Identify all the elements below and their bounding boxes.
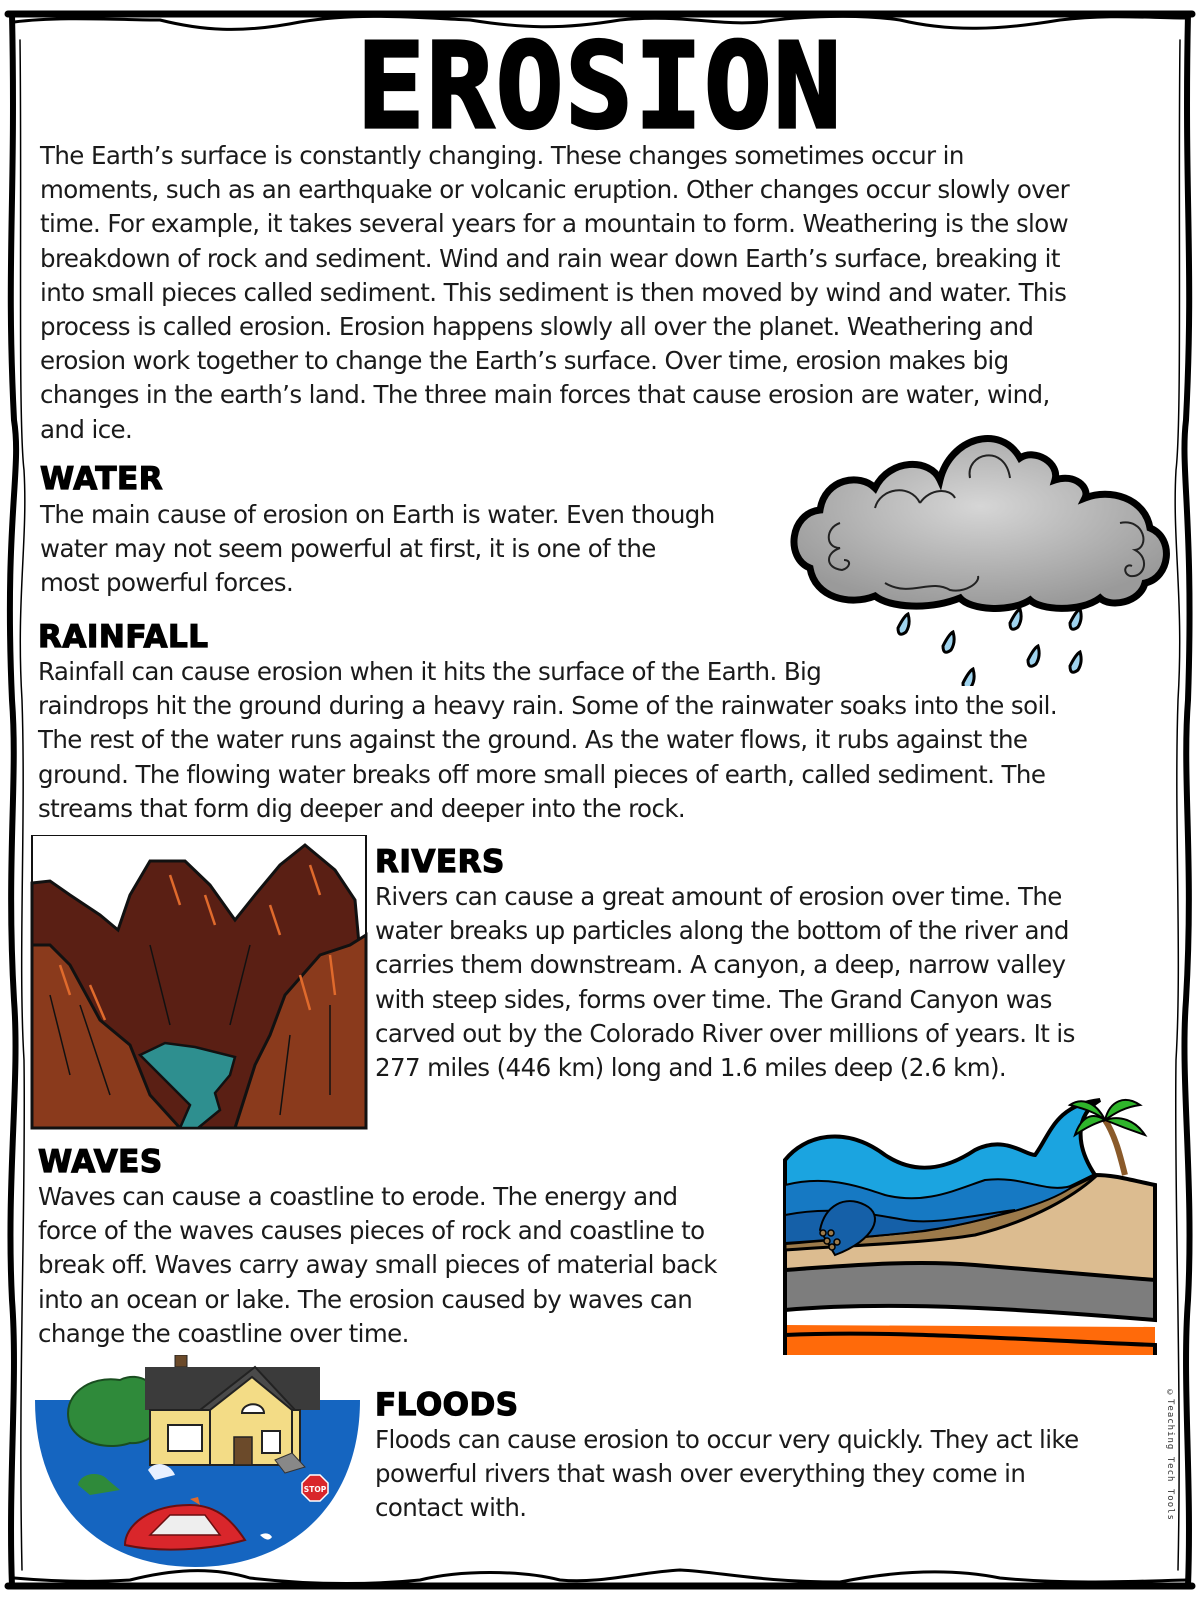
rivers-line: with steep sides, forms over time. The Grand Canyon was (375, 984, 1052, 1014)
floods-line: Floods can cause erosion to occur very quickly. They act like (375, 1425, 1079, 1454)
coastal-wave-layers-illustration (775, 1095, 1165, 1355)
rainfall-line: raindrops hit the ground during a heavy rain. Some of the rainwater soaks into the soil. (38, 691, 1058, 721)
rivers-heading: RIVERS (375, 844, 505, 880)
waves-line: break off. Waves carry away small pieces of material back (38, 1250, 717, 1280)
intro-line: changes in the earth’s land. The three main forces that cause erosion are water, wind, (40, 380, 1050, 410)
rivers-line: Rivers can cause a great amount of erosion over time. The (375, 882, 1062, 911)
waves-line: change the coastline over time. (38, 1318, 409, 1348)
waves-heading: WAVES (38, 1144, 163, 1180)
rivers-line: 277 miles (446 km) long and 1.6 miles deep (2.6 km). (375, 1053, 1007, 1083)
floods-line: powerful rivers that wash over everything they come in (375, 1459, 1026, 1489)
rain-cloud-illustration (780, 418, 1175, 686)
intro-line: breakdown of rock and sediment. Wind and rain wear down Earth’s surface, breaking it (40, 243, 1060, 273)
intro-line: into small pieces called sediment. This sediment is then moved by wind and water. This (40, 277, 1067, 307)
water-line: water may not seem powerful at first, it is one of the (40, 534, 656, 564)
water-paragraph (40, 498, 780, 601)
intro-line: erosion work together to change the Earth’s surface. Over time, erosion makes big (40, 346, 1009, 376)
water-heading: WATER (40, 461, 164, 497)
intro-line: and ice. (40, 414, 133, 444)
floods-heading: FLOODS (375, 1387, 519, 1423)
intro-paragraph (40, 139, 1160, 447)
intro-line: process is called erosion. Erosion happens slowly all over the planet. Weathering and (40, 312, 1034, 342)
waves-paragraph (38, 1180, 778, 1351)
stop-sign-text: STOP (303, 1485, 327, 1494)
rivers-paragraph (375, 880, 1155, 1085)
rainfall-line: The rest of the water runs against the ground. As the water flows, it rubs against the (38, 725, 1028, 755)
intro-line: time. For example, it takes several years for a mountain to form. Weathering is the slow (40, 209, 1069, 239)
water-line: most powerful forces. (40, 568, 294, 598)
floods-paragraph (375, 1423, 1135, 1526)
intro-line: moments, such as an earthquake or volcanic eruption. Other changes occur slowly over (40, 175, 1070, 205)
waves-line: force of the waves causes pieces of rock and coastline to (38, 1216, 705, 1246)
canyon-river-illustration (30, 835, 368, 1130)
page-title: EROSION (356, 18, 843, 156)
waves-line: into an ocean or lake. The erosion caused by waves can (38, 1284, 693, 1314)
rivers-line: water breaks up particles along the bottom of the river and (375, 916, 1069, 946)
rivers-line: carries them downstream. A canyon, a deep, narrow valley (375, 950, 1066, 980)
water-line: The main cause of erosion on Earth is water. Even though (40, 500, 715, 529)
rainfall-heading: RAINFALL (38, 619, 209, 655)
rainfall-paragraph (38, 655, 1158, 826)
intro-line: The Earth’s surface is constantly changing. These changes sometimes occur in (40, 141, 964, 170)
rainfall-line: Rainfall can cause erosion when it hits the surface of the Earth. Big (38, 657, 822, 686)
copyright-credit: ©Teaching Tech Tools (1165, 1388, 1175, 1521)
flooded-house-illustration (30, 1355, 365, 1570)
rainfall-line: ground. The flowing water breaks off more small pieces of earth, called sediment. The (38, 759, 1046, 789)
rainfall-line: streams that form dig deeper and deeper into the rock. (38, 793, 686, 823)
floods-line: contact with. (375, 1493, 527, 1523)
rivers-line: carved out by the Colorado River over millions of years. It is (375, 1018, 1075, 1048)
waves-line: Waves can cause a coastline to erode. The energy and (38, 1182, 678, 1211)
